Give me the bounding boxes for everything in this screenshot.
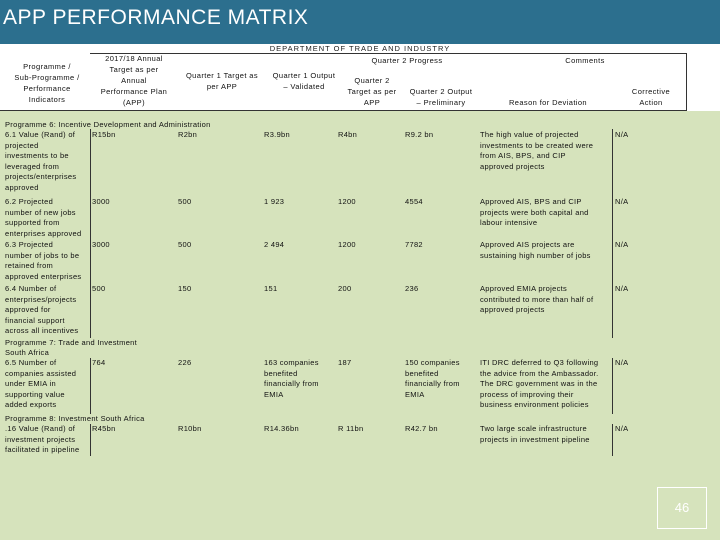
corrective-action-cell: N/A bbox=[615, 240, 629, 249]
section-programme-6: Programme 6: Incentive Development and Administration bbox=[5, 120, 211, 129]
grid-line bbox=[90, 129, 91, 338]
reason-line: approved projects bbox=[480, 305, 545, 314]
header-q2-output bbox=[404, 86, 478, 108]
indicator-line: investments to be bbox=[5, 151, 69, 160]
grid-line bbox=[0, 110, 686, 111]
grid-line bbox=[612, 358, 613, 414]
q2-output-line: financially from bbox=[405, 379, 460, 388]
header-corrective-line: Corrective bbox=[631, 87, 671, 96]
q2-target-cell: R4bn bbox=[338, 130, 358, 139]
reason-line: projects in investment pipeline bbox=[480, 434, 590, 444]
header-q1-output-line: – Validated bbox=[283, 82, 325, 91]
indicator-line: number of jobs to be bbox=[5, 250, 80, 260]
indicator-line: approved enterprises bbox=[5, 271, 82, 281]
header-q1-output bbox=[266, 70, 342, 92]
reason-cell bbox=[480, 240, 612, 261]
indicator-line: enterprises/projects bbox=[5, 294, 77, 304]
section-programme-7 bbox=[5, 338, 137, 358]
annual-target-cell: 500 bbox=[92, 284, 106, 293]
q1-target-cell: R2bn bbox=[178, 130, 198, 139]
reason-line: ITI DRC deferred to Q3 following bbox=[480, 358, 599, 367]
header-annual-line: 2017/18 Annual bbox=[105, 54, 163, 63]
header-q2-group: Quarter 2 Progress bbox=[371, 56, 443, 65]
indicator-line: financial support bbox=[5, 315, 65, 325]
indicator-line: companies assisted bbox=[5, 368, 77, 378]
header-annual-target bbox=[90, 53, 178, 108]
reason-line: Approved AIS, BPS and CIP bbox=[480, 197, 582, 206]
header-q2-target-line: Quarter 2 bbox=[354, 76, 390, 85]
corrective-action-cell: N/A bbox=[615, 197, 629, 206]
q2-output-cell: 236 bbox=[405, 284, 419, 293]
indicator-line: investment projects bbox=[5, 434, 76, 444]
header-reason: Reason for Deviation bbox=[508, 98, 588, 107]
q1-target-cell: 500 bbox=[178, 197, 192, 206]
annual-target-cell: 764 bbox=[92, 358, 106, 367]
q1-output-cell: 151 bbox=[264, 284, 278, 293]
indicator-line: 6.2 Projected bbox=[5, 197, 54, 206]
page-title: APP PERFORMANCE MATRIX bbox=[3, 6, 309, 29]
reason-line: projects were both capital and bbox=[480, 207, 589, 217]
reason-line: labour intensive bbox=[480, 218, 538, 227]
corrective-action-cell: N/A bbox=[615, 358, 629, 367]
table-header bbox=[0, 53, 720, 111]
indicator-line: supporting value bbox=[5, 389, 65, 399]
header-q2-target-line: APP bbox=[363, 98, 381, 107]
reason-line: contributed to more than half of bbox=[480, 294, 594, 304]
title-bar bbox=[0, 0, 720, 44]
page-number: 46 bbox=[657, 487, 707, 529]
indicator-line: across all incentives bbox=[5, 326, 79, 335]
indicator-line: supported from bbox=[5, 218, 60, 227]
indicator-line: retained from bbox=[5, 261, 54, 270]
q1-output-cell: R14.36bn bbox=[264, 424, 299, 433]
annual-target-cell: 3000 bbox=[92, 197, 110, 206]
indicator-line: approved bbox=[5, 182, 39, 192]
department-label: DEPARTMENT OF TRADE AND INDUSTRY bbox=[269, 44, 451, 53]
header-q1-target bbox=[176, 70, 268, 92]
q1-target-cell: 150 bbox=[178, 284, 192, 293]
q2-output-cell: R42.7 bn bbox=[405, 424, 438, 433]
grid-line bbox=[612, 129, 613, 338]
green-band bbox=[0, 110, 720, 119]
annual-target-cell: 3000 bbox=[92, 240, 110, 249]
header-programme-line: Sub-Programme / bbox=[14, 73, 80, 82]
header-programme-line: Indicators bbox=[28, 95, 66, 104]
corrective-action-cell: N/A bbox=[615, 130, 629, 139]
q1-output-line: financially from bbox=[264, 379, 319, 388]
header-corrective bbox=[616, 86, 686, 108]
reason-line: the advice from the Ambassador. bbox=[480, 368, 599, 378]
reason-line: The DRC government was in the bbox=[480, 379, 598, 388]
indicator-cell bbox=[5, 197, 89, 239]
header-q2-output-line: Quarter 2 Output bbox=[409, 87, 473, 96]
header-q1-target-line: per APP bbox=[206, 82, 238, 91]
q1-output-line: EMIA bbox=[264, 389, 284, 399]
header-annual-line: Target as per bbox=[109, 65, 159, 74]
section-programme-7-line: Programme 7: Trade and Investment bbox=[5, 338, 138, 347]
q1-target-cell: 226 bbox=[178, 358, 192, 367]
reason-cell bbox=[480, 424, 612, 445]
indicator-line: approved for bbox=[5, 305, 51, 314]
indicator-line: 6.4 Number of bbox=[5, 284, 57, 293]
q2-output-cell: 4554 bbox=[405, 197, 423, 206]
q2-output-cell: 7782 bbox=[405, 240, 423, 249]
section-programme-8: Programme 8: Investment South Africa bbox=[5, 414, 145, 423]
indicator-line: projected bbox=[5, 140, 39, 150]
grid-line bbox=[90, 358, 91, 414]
reason-line: Approved EMIA projects bbox=[480, 284, 568, 293]
indicator-cell bbox=[5, 424, 89, 456]
header-programme-line: Performance bbox=[23, 84, 71, 93]
indicator-cell bbox=[5, 284, 89, 337]
grid-line bbox=[686, 53, 687, 111]
header-q2-target bbox=[338, 75, 406, 108]
indicator-line: 6.5 Number of bbox=[5, 358, 57, 367]
header-programme bbox=[4, 61, 90, 105]
q1-target-cell: 500 bbox=[178, 240, 192, 249]
indicator-line: enterprises approved bbox=[5, 228, 82, 238]
indicator-cell bbox=[5, 240, 89, 282]
q2-output-cell bbox=[405, 358, 477, 400]
q1-output-line: benefited bbox=[264, 368, 298, 378]
corrective-action-cell: N/A bbox=[615, 424, 629, 433]
section-programme-7-line: South Africa bbox=[5, 348, 50, 357]
q1-output-cell bbox=[264, 358, 336, 400]
reason-line: Approved AIS projects are bbox=[480, 240, 575, 249]
q1-output-cell: R3.9bn bbox=[264, 130, 290, 139]
q2-output-cell: R9.2 bn bbox=[405, 130, 434, 139]
header-q2-output-line: – Preliminary bbox=[416, 98, 466, 107]
reason-line: approved projects bbox=[480, 161, 545, 171]
header-annual-line: Performance Plan bbox=[100, 87, 168, 96]
reason-cell bbox=[480, 130, 612, 172]
indicator-cell bbox=[5, 130, 89, 193]
indicator-cell bbox=[5, 358, 89, 411]
q2-target-cell: 1200 bbox=[338, 240, 356, 249]
grid-line bbox=[90, 424, 91, 456]
indicator-line: 6.3 Projected bbox=[5, 240, 54, 249]
header-q1-target-line: Quarter 1 Target as bbox=[185, 71, 259, 80]
q2-target-cell: 200 bbox=[338, 284, 352, 293]
indicator-line: number of new jobs bbox=[5, 207, 76, 217]
reason-line: from AIS, BPS, and CIP bbox=[480, 151, 566, 160]
header-annual-line: Annual bbox=[121, 76, 147, 85]
q2-output-line: EMIA bbox=[405, 389, 425, 399]
grid-line bbox=[90, 53, 686, 54]
annual-target-cell: R45bn bbox=[92, 424, 116, 433]
q1-output-cell: 2 494 bbox=[264, 240, 285, 249]
indicator-line: 6.1 Value (Rand) of bbox=[5, 130, 76, 139]
indicator-line: added exports bbox=[5, 400, 57, 409]
reason-line: investments to be created were bbox=[480, 140, 594, 150]
indicator-line: projects/enterprises bbox=[5, 172, 77, 181]
reason-line: business environment policies bbox=[480, 400, 589, 409]
q1-target-cell: R10bn bbox=[178, 424, 202, 433]
reason-line: process of improving their bbox=[480, 389, 574, 399]
reason-cell bbox=[480, 197, 612, 229]
q2-target-cell: R 11bn bbox=[338, 424, 364, 433]
header-comments-group: Comments bbox=[565, 56, 605, 65]
q2-target-cell: 187 bbox=[338, 358, 352, 367]
q2-output-line: 150 companies bbox=[405, 358, 460, 367]
header-corrective-line: Action bbox=[639, 98, 663, 107]
q2-output-line: benefited bbox=[405, 368, 439, 378]
reason-line: The high value of projected bbox=[480, 130, 579, 139]
grid-line bbox=[612, 424, 613, 456]
reason-line: sustaining high number of jobs bbox=[480, 250, 591, 260]
indicator-line: facilitated in pipeline bbox=[5, 445, 80, 454]
header-q1-output-line: Quarter 1 Output bbox=[272, 71, 336, 80]
q1-output-line: 163 companies bbox=[264, 358, 319, 367]
annual-target-cell: R15bn bbox=[92, 130, 116, 139]
reason-cell bbox=[480, 358, 612, 411]
reason-cell bbox=[480, 284, 612, 316]
q2-target-cell: 1200 bbox=[338, 197, 356, 206]
reason-line: Two large scale infrastructure bbox=[480, 424, 587, 433]
header-q2-target-line: Target as per bbox=[347, 87, 397, 96]
indicator-line: .16 Value (Rand) of bbox=[5, 424, 76, 433]
indicator-line: leveraged from bbox=[5, 161, 60, 171]
indicator-line: under EMIA in bbox=[5, 379, 57, 388]
corrective-action-cell: N/A bbox=[615, 284, 629, 293]
header-programme-line: Programme / bbox=[23, 62, 71, 71]
header-annual-line: (APP) bbox=[122, 98, 145, 107]
q1-output-cell: 1 923 bbox=[264, 197, 285, 206]
